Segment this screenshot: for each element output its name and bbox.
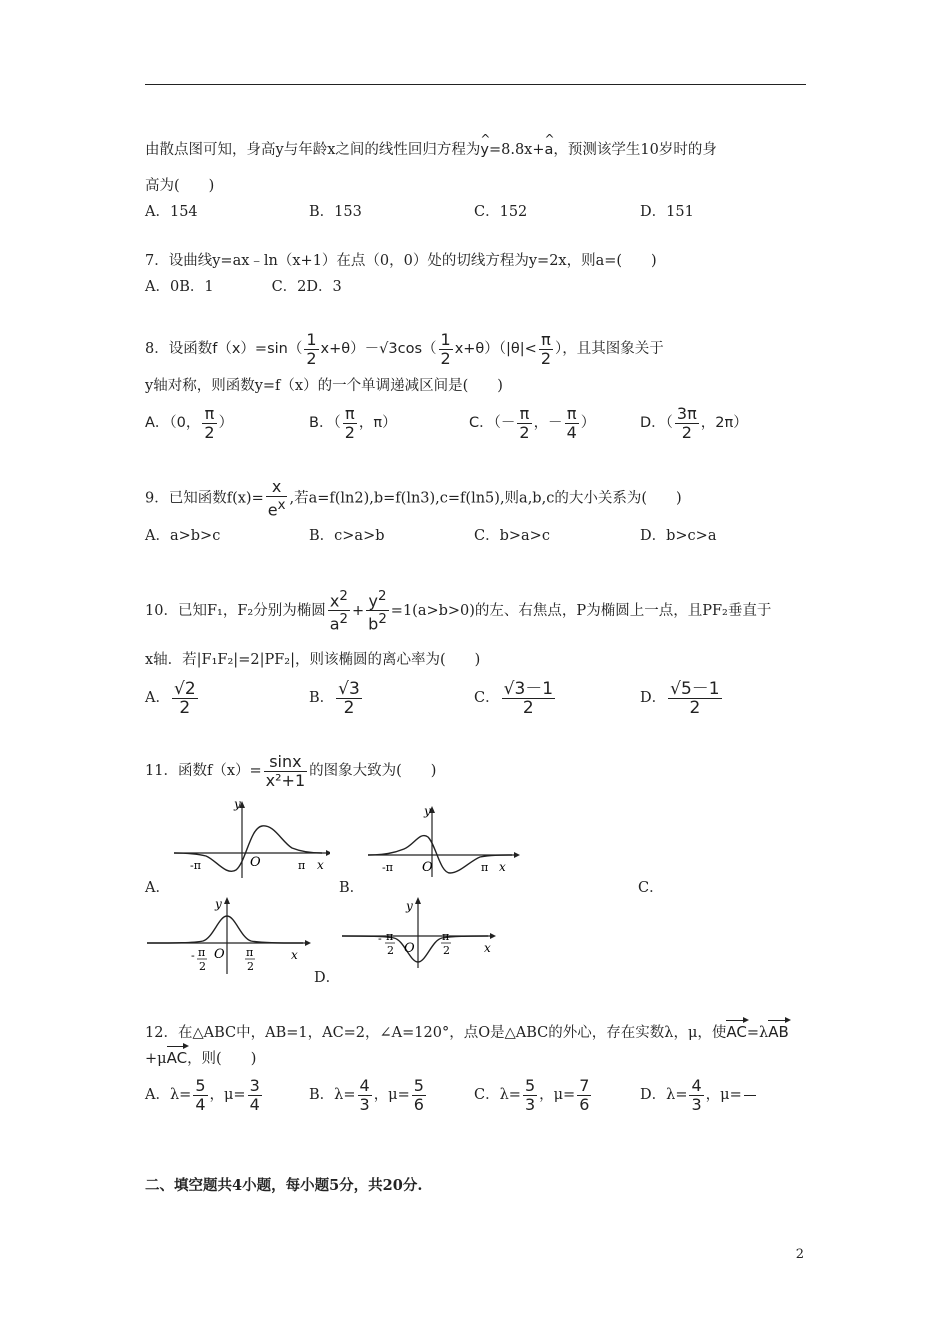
svg-text:y: y [424,804,431,818]
svg-text:x: x [291,948,298,962]
q6-option-d: D．151 [640,204,694,220]
q10-option-b: B． $\frac{√3}{2}$ [309,678,360,718]
q11-graph-d [340,896,500,970]
q10-stem-line1: 10．已知F₁，F₂分别为椭圆 $\frac{x^2}{a^2}$ + $\frac{y^2}{b^2}$ =1(a>b>0)的左、右焦点，P为椭圆上一点，且PF₂垂直于 [145,589,772,634]
q11-label-b: B． [339,880,365,896]
q8-option-b: B．（ $\frac{\pi}{2}$ ，π） [309,403,397,442]
q10-option-d: D． $\frac{√5-1}{2}$ [640,678,720,718]
svg-text:π: π [198,946,206,959]
q9-option-b: B．c>a>b [309,528,385,544]
svg-text:-π: -π [190,859,201,872]
q8-option-d: D．（ $\frac{3\pi}{2}$ ，2π） [640,403,748,442]
q12-stem-line2: +μAC，则( ) [145,1049,257,1067]
q6-option-b: B．153 [309,204,362,220]
q11-graph-c [145,896,315,976]
q12-option-c: C．λ= $\frac{5}{3}$ ，μ= $\frac{7}{6}$ [474,1075,590,1114]
vector-ac-2: AC [166,1049,188,1067]
a-hat: ^ a [545,140,554,160]
q12-option-b: B．λ= $\frac{4}{3}$ ，μ= $\frac{5}{6}$ [309,1075,424,1114]
q9-option-d: D．b>c>a [640,528,717,544]
svg-text:-: - [191,949,195,962]
q6-option-a: A．154 [145,204,198,220]
header-rule [145,84,806,85]
svg-text:O: O [214,947,225,962]
svg-text:y: y [215,897,222,911]
q12-option-a: A．λ= $\frac{5}{4}$ ，μ= $\frac{3}{4}$ [145,1075,260,1114]
q10-option-a: A． $\frac{√2}{2}$ [145,678,196,718]
svg-text:2: 2 [199,960,206,973]
svg-text:O: O [422,860,433,875]
q10-option-c: C． $\frac{√3-1}{2}$ [474,678,554,718]
q11-graph-a [170,798,330,880]
svg-text:x: x [499,860,506,874]
garbled-fraction [744,1087,756,1104]
svg-text:x: x [317,858,324,872]
q7-stem: 7．设曲线y=ax﹣ln（x+1）在点（0，0）处的切线方程为y=2x，则a=( ) [145,253,657,269]
q6-line1: 由散点图可知，身高y与年龄x之间的线性回归方程为^ y=8.8x+^ a，预测该学生10岁时的身 [145,140,717,160]
svg-text:O: O [404,941,415,956]
vector-ab: AB [768,1023,789,1041]
q8-stem-line2: y轴对称，则函数y=f（x）的一个单调递减区间是( ) [145,378,503,394]
page-number: 2 [795,1247,804,1262]
svg-text:π: π [246,946,254,959]
svg-text:π: π [386,930,394,943]
svg-text:O: O [250,855,261,870]
svg-text:-π: -π [382,861,393,874]
q11-graph-b [364,803,524,879]
svg-text:-: - [378,932,382,945]
section-2-heading: 二、填空题共4小题，每小题5分，共20分. [145,1177,423,1194]
svg-text:π: π [481,861,489,874]
q6-option-c: C．152 [474,204,528,220]
svg-text:x: x [484,941,491,955]
q11-label-a: A． [145,880,170,896]
q9-option-a: A．a>b>c [145,528,221,544]
svg-text:π: π [298,859,306,872]
svg-text:y: y [234,798,241,811]
q7-options: A．0B．1 C．2D．3 [145,279,342,295]
svg-text:y: y [406,899,413,913]
svg-text:2: 2 [247,960,254,973]
q8-stem-line1: 8．设函数f（x）=sin（ $\frac{1}{2}$ x+θ）－√3cos（ $\frac{1}{2}$ x+θ）（|θ|< $\frac{\pi}{2}$ ），且其图象关于 [145,329,664,368]
q11-stem: 11．函数f（x）= $\frac{\sin x}{\text{x²+1}}$ 的图象大致为( ) [145,751,437,790]
q11-label-c: C． [638,880,664,896]
q8-option-a: A．（0， $\frac{\pi}{2}$ ） [145,403,234,442]
svg-text:2: 2 [443,944,450,957]
q10-stem-line2: x轴．若|F₁F₂|=2|PF₂|，则该椭圆的离心率为( ) [145,652,481,668]
q12-option-d: D．λ= $\frac{4}{3}$ ，μ= [640,1076,758,1114]
q9-stem: 9．已知函数f(x)= $\frac{x}{e^x}$ ,若a=f(ln2),b=f(ln3),c=f(ln5),则a,b,c的大小关系为( ) [145,477,682,520]
q12-stem-line1: 12．在△ABC中，AB=1，AC=2，∠A=120°，点O是△ABC的外心，存在实数λ，μ，使AC=λAB [145,1023,789,1041]
svg-text:2: 2 [387,944,394,957]
y-hat: ^ y [480,140,489,160]
q9-option-c: C．b>a>c [474,528,550,544]
q8-option-c: C．（－ $\frac{\pi}{2}$ ，－ $\frac{\pi}{4}$ ） [469,403,596,442]
vector-ac: AC [726,1023,747,1041]
q11-label-d: D． [314,970,341,986]
svg-text:π: π [442,930,450,943]
q6-line2: 高为( ) [145,178,215,194]
